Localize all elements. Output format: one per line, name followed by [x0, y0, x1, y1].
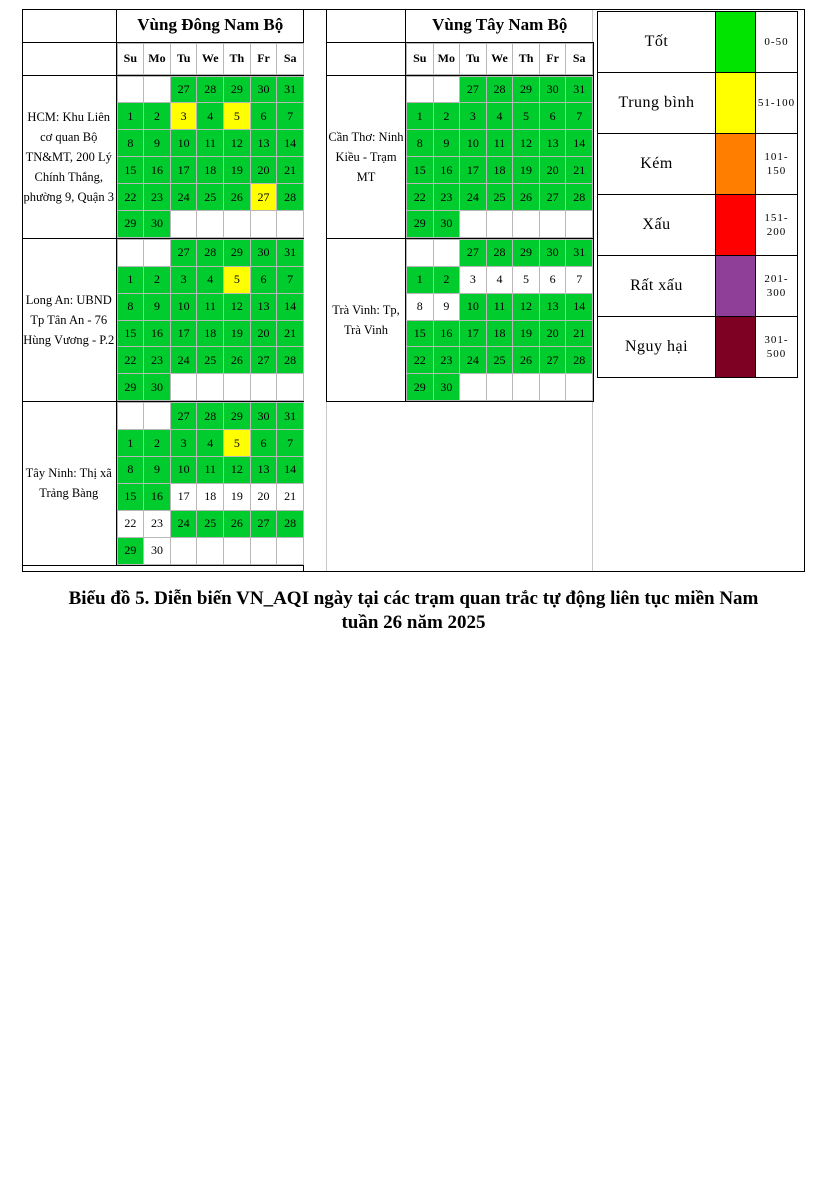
calendar-day-cell: 27 — [170, 239, 197, 266]
calendar-day-cell: 16 — [433, 320, 460, 347]
calendar-day-cell: 13 — [250, 456, 277, 483]
calendar-day-cell: 9 — [144, 293, 171, 320]
calendar-day-cell: 2 — [433, 103, 460, 130]
calendar-day-cell: 29 — [224, 239, 251, 266]
station-name: HCM: Khu Liên cơ quan Bộ TN&MT, 200 Lý Chính Thắng, phường 9, Quận 3 — [22, 75, 116, 238]
calendar-day-cell: 13 — [539, 130, 566, 157]
calendar-day-cell: 26 — [513, 184, 540, 211]
calendar-day-cell: 21 — [566, 320, 593, 347]
calendar-day-cell — [566, 210, 593, 237]
corner-cell — [327, 9, 406, 42]
legend-range: 301-500 — [756, 317, 798, 378]
calendar-day-cell: 11 — [197, 130, 224, 157]
calendar-day-cell: 9 — [433, 293, 460, 320]
calendar-day-cell — [197, 210, 224, 237]
calendar-day-cell: 3 — [460, 266, 487, 293]
calendar-day-cell: 10 — [170, 130, 197, 157]
calendar-day-cell: 19 — [513, 320, 540, 347]
calendar-day-cell — [144, 239, 171, 266]
calendar-day-cell: 9 — [144, 130, 171, 157]
legend-level-name: Kém — [598, 134, 716, 195]
calendar-day-cell — [513, 210, 540, 237]
day-header: Su — [407, 43, 434, 74]
calendar-day-cell: 13 — [250, 293, 277, 320]
aqi-legend — [597, 11, 798, 378]
calendar-day-cell: 21 — [277, 320, 304, 347]
calendar-day-cell: 29 — [117, 374, 144, 401]
legend-level-name: Tốt — [598, 12, 716, 73]
calendar-day-cell: 30 — [144, 537, 171, 564]
calendar-day-cell: 7 — [277, 266, 304, 293]
calendar-day-cell: 5 — [513, 103, 540, 130]
day-header: Mo — [433, 43, 460, 74]
calendar-day-cell: 25 — [486, 347, 513, 374]
calendar-day-cell: 28 — [486, 239, 513, 266]
legend-range: 151-200 — [756, 195, 798, 256]
caption-line-1: Biểu đồ 5. Diễn biến VN_AQI ngày tại các trạm quan trắc tự động liên tục miền Nam — [68, 588, 759, 609]
calendar-day-cell: 7 — [277, 430, 304, 457]
calendar-day-cell: 27 — [250, 347, 277, 374]
dow-header — [116, 42, 304, 75]
calendar-day-cell: 7 — [566, 103, 593, 130]
day-header: Sa — [277, 43, 304, 74]
legend-range: 0-50 — [756, 12, 798, 73]
station-calendar — [406, 238, 594, 401]
calendar-day-cell: 13 — [539, 293, 566, 320]
legend-color-swatch — [716, 195, 756, 256]
calendar-day-cell: 5 — [224, 103, 251, 130]
region-title: Vùng Đông Nam Bộ — [116, 9, 304, 42]
calendar-day-cell: 11 — [197, 456, 224, 483]
calendar-day-cell: 2 — [144, 266, 171, 293]
calendar-day-cell: 15 — [407, 157, 434, 184]
calendar-day-cell: 16 — [144, 483, 171, 510]
calendar-day-cell: 15 — [117, 483, 144, 510]
calendar-day-cell: 25 — [486, 184, 513, 211]
calendar-day-cell — [144, 76, 171, 103]
calendar-day-cell: 4 — [486, 266, 513, 293]
station-calendar — [116, 238, 304, 401]
calendar-day-cell: 30 — [250, 403, 277, 430]
calendar-day-cell — [407, 76, 434, 103]
calendar-day-cell: 31 — [277, 239, 304, 266]
calendar-day-cell: 23 — [144, 347, 171, 374]
calendar-day-cell: 28 — [277, 510, 304, 537]
day-header: Fr — [250, 43, 277, 74]
calendar-day-cell: 19 — [224, 157, 251, 184]
calendar-day-cell: 12 — [224, 456, 251, 483]
calendar-day-cell: 22 — [117, 510, 144, 537]
calendar-day-cell: 27 — [460, 76, 487, 103]
calendar-day-cell: 27 — [170, 403, 197, 430]
calendar-day-cell: 10 — [460, 130, 487, 157]
calendar-day-cell — [539, 210, 566, 237]
day-header: We — [486, 43, 513, 74]
calendar-day-cell: 1 — [117, 103, 144, 130]
region-title: Vùng Tây Nam Bộ — [406, 9, 594, 42]
calendar-day-cell — [224, 210, 251, 237]
station-calendar — [116, 402, 304, 565]
calendar-day-cell: 15 — [117, 157, 144, 184]
calendar-day-cell: 5 — [224, 430, 251, 457]
calendar-day-cell: 12 — [224, 130, 251, 157]
calendar-day-cell: 14 — [277, 456, 304, 483]
calendar-day-cell: 12 — [513, 130, 540, 157]
calendar-day-cell: 5 — [513, 266, 540, 293]
calendar-day-cell: 15 — [407, 320, 434, 347]
figure-caption — [22, 587, 805, 635]
calendar-day-cell — [250, 537, 277, 564]
calendar-day-cell: 4 — [197, 103, 224, 130]
calendar-day-cell: 1 — [407, 266, 434, 293]
region-table-dong-nam-bo — [22, 9, 304, 566]
caption-line-2: tuần 26 năm 2025 — [341, 612, 486, 633]
day-header: Su — [117, 43, 144, 74]
calendar-day-cell: 11 — [486, 130, 513, 157]
calendar-day-cell: 27 — [539, 347, 566, 374]
calendar-day-cell: 2 — [433, 266, 460, 293]
calendar-day-cell: 3 — [460, 103, 487, 130]
calendar-day-cell: 30 — [250, 76, 277, 103]
calendar-day-cell: 22 — [117, 184, 144, 211]
calendar-day-cell: 29 — [224, 76, 251, 103]
calendar-day-cell: 29 — [224, 403, 251, 430]
calendar-day-cell: 21 — [277, 483, 304, 510]
calendar-day-cell: 30 — [539, 76, 566, 103]
calendar-day-cell: 22 — [117, 347, 144, 374]
station-calendar — [406, 75, 594, 238]
calendar-day-cell: 22 — [407, 347, 434, 374]
calendar-day-cell: 28 — [566, 184, 593, 211]
calendar-day-cell: 26 — [224, 184, 251, 211]
calendar-day-cell: 13 — [250, 130, 277, 157]
calendar-day-cell: 30 — [539, 239, 566, 266]
calendar-day-cell: 29 — [513, 239, 540, 266]
calendar-day-cell — [170, 374, 197, 401]
legend-color-swatch — [716, 73, 756, 134]
calendar-day-cell: 2 — [144, 430, 171, 457]
calendar-day-cell: 31 — [566, 76, 593, 103]
calendar-day-cell: 19 — [224, 483, 251, 510]
calendar-day-cell: 22 — [407, 184, 434, 211]
calendar-day-cell: 18 — [197, 483, 224, 510]
calendar-day-cell: 1 — [117, 266, 144, 293]
calendar-day-cell: 30 — [144, 210, 171, 237]
calendar-day-cell — [460, 210, 487, 237]
calendar-day-cell: 4 — [486, 103, 513, 130]
calendar-day-cell: 30 — [433, 210, 460, 237]
calendar-day-cell — [250, 374, 277, 401]
calendar-day-cell: 6 — [250, 430, 277, 457]
legend-range: 101-150 — [756, 134, 798, 195]
dow-header — [406, 42, 594, 75]
legend-level-name: Xấu — [598, 195, 716, 256]
calendar-day-cell: 31 — [277, 76, 304, 103]
calendar-day-cell — [224, 374, 251, 401]
calendar-day-cell: 18 — [197, 157, 224, 184]
calendar-day-cell: 6 — [250, 103, 277, 130]
calendar-day-cell: 10 — [460, 293, 487, 320]
calendar-day-cell: 20 — [539, 157, 566, 184]
calendar-day-cell: 31 — [566, 239, 593, 266]
calendar-day-cell: 14 — [277, 130, 304, 157]
calendar-day-cell: 1 — [407, 103, 434, 130]
calendar-day-cell — [277, 210, 304, 237]
station-name: Tây Ninh: Thị xã Trảng Bàng — [22, 402, 116, 565]
calendar-day-cell: 20 — [250, 483, 277, 510]
calendar-day-cell: 12 — [224, 293, 251, 320]
legend-color-swatch — [716, 256, 756, 317]
calendar-day-cell: 14 — [277, 293, 304, 320]
calendar-day-cell — [144, 403, 171, 430]
calendar-day-cell: 24 — [460, 184, 487, 211]
legend-color-swatch — [716, 134, 756, 195]
calendar-day-cell — [460, 374, 487, 401]
region-table-tay-nam-bo — [326, 9, 594, 402]
calendar-day-cell — [539, 374, 566, 401]
calendar-day-cell: 19 — [513, 157, 540, 184]
calendar-day-cell: 17 — [170, 483, 197, 510]
calendar-day-cell: 27 — [250, 184, 277, 211]
station-name: Long An: UBND Tp Tân An - 76 Hùng Vương - P.2 — [22, 238, 116, 401]
day-header: Fr — [539, 43, 566, 74]
calendar-day-cell: 4 — [197, 430, 224, 457]
legend-range: 51-100 — [756, 73, 798, 134]
calendar-day-cell: 23 — [433, 347, 460, 374]
calendar-day-cell: 29 — [117, 210, 144, 237]
calendar-day-cell: 15 — [117, 320, 144, 347]
day-header: Th — [513, 43, 540, 74]
calendar-day-cell: 30 — [433, 374, 460, 401]
day-header: We — [197, 43, 224, 74]
calendar-day-cell: 20 — [539, 320, 566, 347]
corner-cell — [22, 9, 116, 42]
calendar-day-cell: 9 — [144, 456, 171, 483]
calendar-day-cell: 17 — [170, 157, 197, 184]
calendar-day-cell — [513, 374, 540, 401]
calendar-day-cell: 25 — [197, 184, 224, 211]
calendar-day-cell: 29 — [513, 76, 540, 103]
day-header: Tu — [460, 43, 487, 74]
calendar-day-cell: 16 — [433, 157, 460, 184]
calendar-day-cell: 23 — [433, 184, 460, 211]
calendar-day-cell: 12 — [513, 293, 540, 320]
calendar-day-cell: 24 — [170, 347, 197, 374]
calendar-day-cell: 27 — [539, 184, 566, 211]
corner-cell — [327, 42, 406, 75]
calendar-day-cell: 26 — [224, 347, 251, 374]
calendar-day-cell — [117, 239, 144, 266]
calendar-day-cell — [250, 210, 277, 237]
calendar-day-cell: 18 — [486, 157, 513, 184]
calendar-day-cell: 5 — [224, 266, 251, 293]
calendar-day-cell: 29 — [407, 374, 434, 401]
calendar-day-cell: 16 — [144, 320, 171, 347]
calendar-day-cell — [170, 210, 197, 237]
calendar-day-cell: 28 — [277, 347, 304, 374]
calendar-day-cell: 28 — [486, 76, 513, 103]
calendar-day-cell: 28 — [566, 347, 593, 374]
calendar-day-cell: 11 — [486, 293, 513, 320]
calendar-day-cell — [277, 537, 304, 564]
calendar-day-cell: 8 — [117, 130, 144, 157]
calendar-day-cell: 10 — [170, 293, 197, 320]
calendar-day-cell: 20 — [250, 157, 277, 184]
calendar-day-cell: 18 — [197, 320, 224, 347]
calendar-day-cell: 19 — [224, 320, 251, 347]
calendar-day-cell: 16 — [144, 157, 171, 184]
calendar-day-cell — [117, 403, 144, 430]
calendar-day-cell — [433, 239, 460, 266]
calendar-day-cell: 14 — [566, 130, 593, 157]
calendar-day-cell: 28 — [197, 239, 224, 266]
station-name: Trà Vinh: Tp, Trà Vinh — [327, 238, 406, 401]
calendar-day-cell: 25 — [197, 347, 224, 374]
calendar-day-cell: 17 — [170, 320, 197, 347]
calendar-day-cell: 17 — [460, 157, 487, 184]
calendar-day-cell: 10 — [170, 456, 197, 483]
calendar-day-cell: 29 — [407, 210, 434, 237]
calendar-day-cell: 28 — [197, 76, 224, 103]
calendar-day-cell — [407, 239, 434, 266]
calendar-day-cell: 7 — [566, 266, 593, 293]
calendar-day-cell — [486, 374, 513, 401]
calendar-day-cell — [277, 374, 304, 401]
calendar-day-cell: 1 — [117, 430, 144, 457]
calendar-day-cell: 23 — [144, 510, 171, 537]
calendar-day-cell — [197, 374, 224, 401]
calendar-day-cell: 18 — [486, 320, 513, 347]
calendar-day-cell: 8 — [117, 456, 144, 483]
calendar-day-cell: 6 — [539, 266, 566, 293]
day-header: Sa — [566, 43, 593, 74]
calendar-day-cell: 27 — [170, 76, 197, 103]
calendar-day-cell: 30 — [250, 239, 277, 266]
calendar-day-cell: 21 — [566, 157, 593, 184]
calendar-day-cell — [486, 210, 513, 237]
calendar-day-cell: 14 — [566, 293, 593, 320]
calendar-day-cell: 3 — [170, 103, 197, 130]
legend-level-name: Rất xấu — [598, 256, 716, 317]
legend-level-name: Nguy hại — [598, 317, 716, 378]
calendar-day-cell: 30 — [144, 374, 171, 401]
calendar-day-cell: 31 — [277, 403, 304, 430]
calendar-day-cell: 27 — [250, 510, 277, 537]
calendar-day-cell — [117, 76, 144, 103]
legend-color-swatch — [716, 317, 756, 378]
calendar-day-cell: 3 — [170, 266, 197, 293]
calendar-day-cell: 2 — [144, 103, 171, 130]
calendar-day-cell: 28 — [197, 403, 224, 430]
calendar-day-cell: 8 — [117, 293, 144, 320]
station-name: Cần Thơ: Ninh Kiều - Trạm MT — [327, 75, 406, 238]
legend-level-name: Trung bình — [598, 73, 716, 134]
corner-cell — [22, 42, 116, 75]
legend-range: 201-300 — [756, 256, 798, 317]
calendar-day-cell — [224, 537, 251, 564]
calendar-day-cell: 28 — [277, 184, 304, 211]
calendar-day-cell: 20 — [250, 320, 277, 347]
calendar-day-cell: 24 — [460, 347, 487, 374]
calendar-day-cell: 21 — [277, 157, 304, 184]
legend-color-swatch — [716, 12, 756, 73]
calendar-day-cell: 6 — [250, 266, 277, 293]
calendar-day-cell: 24 — [170, 510, 197, 537]
calendar-day-cell: 9 — [433, 130, 460, 157]
day-header: Tu — [170, 43, 197, 74]
station-calendar — [116, 75, 304, 238]
day-header: Mo — [144, 43, 171, 74]
calendar-day-cell: 23 — [144, 184, 171, 211]
calendar-day-cell: 8 — [407, 130, 434, 157]
calendar-day-cell: 24 — [170, 184, 197, 211]
calendar-day-cell: 3 — [170, 430, 197, 457]
day-header: Th — [224, 43, 251, 74]
calendar-day-cell: 29 — [117, 537, 144, 564]
calendar-day-cell: 17 — [460, 320, 487, 347]
calendar-day-cell: 11 — [197, 293, 224, 320]
calendar-day-cell — [197, 537, 224, 564]
calendar-day-cell — [433, 76, 460, 103]
calendar-day-cell: 26 — [224, 510, 251, 537]
calendar-day-cell: 27 — [460, 239, 487, 266]
calendar-day-cell: 6 — [539, 103, 566, 130]
calendar-day-cell: 26 — [513, 347, 540, 374]
calendar-day-cell — [170, 537, 197, 564]
calendar-day-cell: 4 — [197, 266, 224, 293]
calendar-day-cell: 7 — [277, 103, 304, 130]
calendar-day-cell — [566, 374, 593, 401]
calendar-day-cell: 25 — [197, 510, 224, 537]
calendar-day-cell: 8 — [407, 293, 434, 320]
